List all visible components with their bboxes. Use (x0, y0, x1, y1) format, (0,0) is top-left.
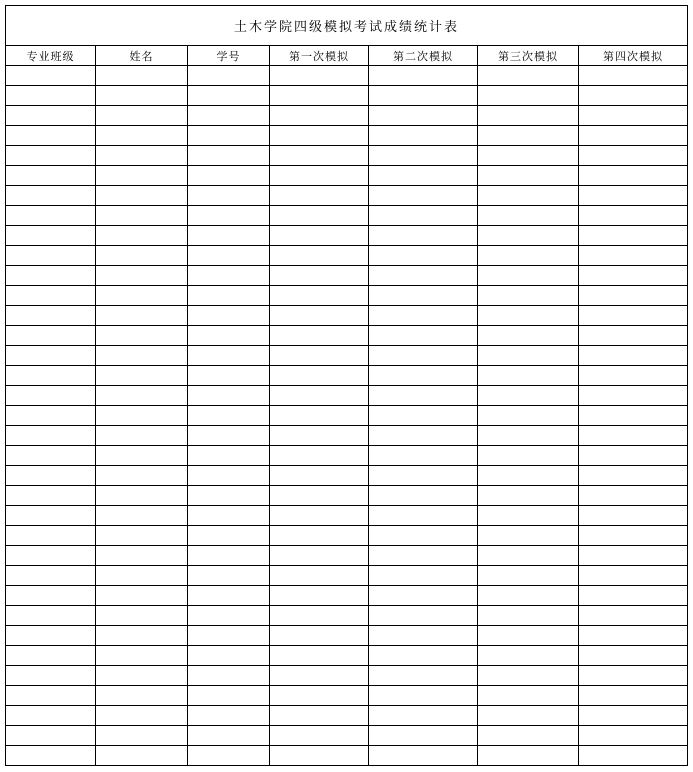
column-header-mock-3: 第三次模拟 (478, 46, 579, 66)
table-cell[interactable] (96, 146, 188, 166)
table-row (6, 346, 688, 366)
table-cell[interactable] (188, 186, 270, 206)
table-cell[interactable] (270, 666, 369, 686)
table-cell[interactable] (188, 246, 270, 266)
table-row (6, 466, 688, 486)
table-cell[interactable] (369, 306, 478, 326)
table-cell[interactable] (188, 406, 270, 426)
table-cell[interactable] (96, 546, 188, 566)
header-row (6, 46, 688, 66)
table-cell[interactable] (478, 626, 579, 646)
table-cell[interactable] (6, 86, 96, 106)
table-cell[interactable] (579, 586, 688, 606)
table-cell[interactable] (579, 506, 688, 526)
table-cell[interactable] (478, 726, 579, 746)
table-cell[interactable] (96, 466, 188, 486)
table-cell[interactable] (369, 586, 478, 606)
table-cell[interactable] (478, 486, 579, 506)
table-cell[interactable] (478, 366, 579, 386)
table-cell[interactable] (369, 546, 478, 566)
table-cell[interactable] (96, 626, 188, 646)
table-cell[interactable] (96, 166, 188, 186)
table-title: 土木学院四级模拟考试成绩统计表 (6, 6, 688, 46)
table-row (6, 326, 688, 346)
table-cell[interactable] (6, 426, 96, 446)
table-row (6, 366, 688, 386)
table-cell[interactable] (96, 406, 188, 426)
table-cell[interactable] (579, 186, 688, 206)
table-cell[interactable] (579, 166, 688, 186)
table-row (6, 486, 688, 506)
table-cell[interactable] (96, 386, 188, 406)
table-cell[interactable] (369, 326, 478, 346)
table-cell[interactable] (369, 506, 478, 526)
table-row (6, 126, 688, 146)
table-cell[interactable] (478, 126, 579, 146)
table-cell[interactable] (96, 686, 188, 706)
table-cell[interactable] (6, 606, 96, 626)
table-cell[interactable] (579, 546, 688, 566)
table-cell[interactable] (478, 286, 579, 306)
table-cell[interactable] (270, 266, 369, 286)
table-cell[interactable] (369, 726, 478, 746)
table-cell[interactable] (579, 626, 688, 646)
table-cell[interactable] (579, 686, 688, 706)
table-cell[interactable] (6, 506, 96, 526)
table-cell[interactable] (579, 726, 688, 746)
table-cell[interactable] (6, 666, 96, 686)
table-cell[interactable] (369, 86, 478, 106)
table-cell[interactable] (579, 86, 688, 106)
table-cell[interactable] (579, 406, 688, 426)
table-cell[interactable] (579, 526, 688, 546)
table-cell[interactable] (270, 566, 369, 586)
table-row (6, 226, 688, 246)
table-cell[interactable] (188, 206, 270, 226)
table-cell[interactable] (270, 126, 369, 146)
table-cell[interactable] (270, 586, 369, 606)
table-cell[interactable] (270, 626, 369, 646)
table-cell[interactable] (6, 706, 96, 726)
table-cell[interactable] (188, 706, 270, 726)
table-cell[interactable] (96, 486, 188, 506)
table-cell[interactable] (579, 246, 688, 266)
table-cell[interactable] (579, 126, 688, 146)
table-cell[interactable] (270, 86, 369, 106)
table-cell[interactable] (369, 166, 478, 186)
table-cell[interactable] (270, 526, 369, 546)
table-cell[interactable] (270, 446, 369, 466)
table-cell[interactable] (478, 146, 579, 166)
table-cell[interactable] (96, 286, 188, 306)
table-cell[interactable] (579, 426, 688, 446)
table-cell[interactable] (188, 306, 270, 326)
table-cell[interactable] (270, 286, 369, 306)
table-cell[interactable] (369, 686, 478, 706)
table-cell[interactable] (6, 226, 96, 246)
table-cell[interactable] (188, 126, 270, 146)
table-cell[interactable] (478, 426, 579, 446)
table-cell[interactable] (579, 746, 688, 766)
table-cell[interactable] (6, 346, 96, 366)
table-cell[interactable] (6, 66, 96, 86)
table-cell[interactable] (6, 106, 96, 126)
table-cell[interactable] (579, 386, 688, 406)
table-cell[interactable] (579, 146, 688, 166)
table-row (6, 726, 688, 746)
table-cell[interactable] (188, 86, 270, 106)
table-cell[interactable] (270, 246, 369, 266)
table-row (6, 86, 688, 106)
table-cell[interactable] (270, 646, 369, 666)
table-cell[interactable] (478, 646, 579, 666)
table-cell[interactable] (478, 346, 579, 366)
table-cell[interactable] (6, 366, 96, 386)
table-cell[interactable] (478, 406, 579, 426)
table-cell[interactable] (188, 686, 270, 706)
table-cell[interactable] (270, 186, 369, 206)
table-cell[interactable] (369, 186, 478, 206)
table-cell[interactable] (188, 486, 270, 506)
table-cell[interactable] (478, 166, 579, 186)
table-row (6, 626, 688, 646)
table-cell[interactable] (188, 746, 270, 766)
table-cell[interactable] (478, 246, 579, 266)
table-cell[interactable] (96, 566, 188, 586)
table-cell[interactable] (188, 606, 270, 626)
table-cell[interactable] (270, 386, 369, 406)
table-cell[interactable] (478, 746, 579, 766)
table-row (6, 186, 688, 206)
table-cell[interactable] (188, 526, 270, 546)
table-cell[interactable] (579, 226, 688, 246)
table-cell[interactable] (188, 286, 270, 306)
table-cell[interactable] (270, 686, 369, 706)
table-cell[interactable] (6, 266, 96, 286)
table-cell[interactable] (188, 726, 270, 746)
table-cell[interactable] (478, 466, 579, 486)
table-cell[interactable] (579, 566, 688, 586)
table-cell[interactable] (96, 326, 188, 346)
table-cell[interactable] (579, 706, 688, 726)
table-cell[interactable] (96, 446, 188, 466)
score-sheet (5, 5, 687, 766)
table-row (6, 386, 688, 406)
table-cell[interactable] (96, 66, 188, 86)
table-row (6, 426, 688, 446)
table-cell[interactable] (369, 646, 478, 666)
table-cell[interactable] (478, 326, 579, 346)
table-cell[interactable] (6, 406, 96, 426)
table-cell[interactable] (270, 486, 369, 506)
table-cell[interactable] (188, 346, 270, 366)
table-cell[interactable] (96, 646, 188, 666)
table-cell[interactable] (579, 666, 688, 686)
table-row (6, 566, 688, 586)
column-header-name: 姓名 (96, 46, 188, 66)
table-cell[interactable] (96, 346, 188, 366)
table-cell[interactable] (96, 506, 188, 526)
table-cell[interactable] (188, 106, 270, 126)
table-cell[interactable] (270, 706, 369, 726)
table-cell[interactable] (369, 526, 478, 546)
table-cell[interactable] (478, 506, 579, 526)
table-cell[interactable] (188, 426, 270, 446)
table-cell[interactable] (270, 66, 369, 86)
table-cell[interactable] (369, 346, 478, 366)
table-cell[interactable] (96, 586, 188, 606)
table-row (6, 586, 688, 606)
table-cell[interactable] (478, 586, 579, 606)
column-header-mock-4: 第四次模拟 (579, 46, 688, 66)
table-cell[interactable] (478, 386, 579, 406)
table-cell[interactable] (96, 526, 188, 546)
table-cell[interactable] (188, 266, 270, 286)
table-cell[interactable] (478, 66, 579, 86)
table-cell[interactable] (96, 106, 188, 126)
table-cell[interactable] (369, 126, 478, 146)
table-cell[interactable] (96, 666, 188, 686)
table-cell[interactable] (478, 666, 579, 686)
column-header-class: 专业班级 (6, 46, 96, 66)
table-cell[interactable] (478, 266, 579, 286)
table-cell[interactable] (579, 306, 688, 326)
table-row (6, 526, 688, 546)
table-cell[interactable] (188, 66, 270, 86)
table-row (6, 706, 688, 726)
table-cell[interactable] (188, 586, 270, 606)
table-cell[interactable] (188, 506, 270, 526)
table-cell[interactable] (270, 106, 369, 126)
table-row (6, 306, 688, 326)
table-cell[interactable] (270, 226, 369, 246)
table-row (6, 66, 688, 86)
column-header-mock-2: 第二次模拟 (369, 46, 478, 66)
table-cell[interactable] (96, 606, 188, 626)
table-cell[interactable] (369, 246, 478, 266)
table-cell[interactable] (579, 446, 688, 466)
table-cell[interactable] (369, 226, 478, 246)
table-cell[interactable] (579, 266, 688, 286)
table-cell[interactable] (579, 486, 688, 506)
table-cell[interactable] (478, 106, 579, 126)
table-cell[interactable] (6, 546, 96, 566)
column-header-student-id: 学号 (188, 46, 270, 66)
table-row (6, 606, 688, 626)
table-row (6, 106, 688, 126)
table-cell[interactable] (96, 86, 188, 106)
table-row (6, 686, 688, 706)
table-cell[interactable] (579, 326, 688, 346)
table-cell[interactable] (369, 566, 478, 586)
table-cell[interactable] (6, 206, 96, 226)
table-cell[interactable] (478, 566, 579, 586)
table-row (6, 246, 688, 266)
table-row (6, 166, 688, 186)
table-cell[interactable] (270, 606, 369, 626)
table-cell[interactable] (6, 626, 96, 646)
table-cell[interactable] (369, 106, 478, 126)
table-cell[interactable] (188, 226, 270, 246)
table-cell[interactable] (579, 206, 688, 226)
table-cell[interactable] (96, 206, 188, 226)
table-cell[interactable] (369, 626, 478, 646)
table-row (6, 206, 688, 226)
table-row (6, 646, 688, 666)
table-cell[interactable] (369, 606, 478, 626)
table-cell[interactable] (188, 446, 270, 466)
table-cell[interactable] (6, 446, 96, 466)
table-cell[interactable] (96, 746, 188, 766)
table-cell[interactable] (369, 266, 478, 286)
table-cell[interactable] (478, 186, 579, 206)
table-cell[interactable] (6, 566, 96, 586)
table-cell[interactable] (96, 366, 188, 386)
table-cell[interactable] (96, 726, 188, 746)
table-cell[interactable] (478, 706, 579, 726)
table-cell[interactable] (6, 326, 96, 346)
table-cell[interactable] (270, 406, 369, 426)
table-cell[interactable] (6, 586, 96, 606)
table-cell[interactable] (6, 486, 96, 506)
table-cell[interactable] (369, 486, 478, 506)
table-cell[interactable] (478, 86, 579, 106)
table-cell[interactable] (96, 306, 188, 326)
table-row (6, 746, 688, 766)
table-cell[interactable] (478, 606, 579, 626)
table-row (6, 146, 688, 166)
table-cell[interactable] (188, 666, 270, 686)
table-cell[interactable] (478, 686, 579, 706)
table-cell[interactable] (369, 666, 478, 686)
table-cell[interactable] (579, 466, 688, 486)
table-row (6, 446, 688, 466)
table-cell[interactable] (96, 246, 188, 266)
table-cell[interactable] (188, 546, 270, 566)
table-cell[interactable] (270, 366, 369, 386)
table-cell[interactable] (579, 606, 688, 626)
table-cell[interactable] (6, 466, 96, 486)
table-cell[interactable] (188, 466, 270, 486)
table-cell[interactable] (188, 166, 270, 186)
table-row (6, 406, 688, 426)
table-cell[interactable] (188, 626, 270, 646)
table-cell[interactable] (188, 146, 270, 166)
table-cell[interactable] (270, 546, 369, 566)
table-row (6, 666, 688, 686)
table-cell[interactable] (6, 186, 96, 206)
table-cell[interactable] (6, 126, 96, 146)
table-cell[interactable] (270, 426, 369, 446)
table-cell[interactable] (270, 746, 369, 766)
table-cell[interactable] (6, 746, 96, 766)
table-cell[interactable] (188, 326, 270, 346)
table-cell[interactable] (270, 306, 369, 326)
table-cell[interactable] (6, 646, 96, 666)
table-cell[interactable] (270, 506, 369, 526)
table-cell[interactable] (6, 686, 96, 706)
table-cell[interactable] (270, 166, 369, 186)
table-cell[interactable] (478, 306, 579, 326)
table-cell[interactable] (369, 206, 478, 226)
score-table (5, 5, 688, 766)
table-cell[interactable] (188, 646, 270, 666)
table-cell[interactable] (270, 326, 369, 346)
table-row (6, 266, 688, 286)
table-cell[interactable] (188, 386, 270, 406)
table-cell[interactable] (579, 346, 688, 366)
table-row (6, 286, 688, 306)
table-cell[interactable] (188, 366, 270, 386)
table-row (6, 546, 688, 566)
table-cell[interactable] (270, 726, 369, 746)
table-cell[interactable] (369, 446, 478, 466)
table-cell[interactable] (6, 386, 96, 406)
table-cell[interactable] (6, 146, 96, 166)
table-cell[interactable] (579, 286, 688, 306)
table-cell[interactable] (579, 106, 688, 126)
table-cell[interactable] (270, 206, 369, 226)
table-cell[interactable] (478, 526, 579, 546)
table-cell[interactable] (96, 426, 188, 446)
table-cell[interactable] (369, 366, 478, 386)
table-cell[interactable] (369, 706, 478, 726)
table-cell[interactable] (369, 746, 478, 766)
table-cell[interactable] (6, 166, 96, 186)
table-cell[interactable] (478, 546, 579, 566)
table-cell[interactable] (579, 366, 688, 386)
table-cell[interactable] (96, 126, 188, 146)
table-cell[interactable] (96, 186, 188, 206)
table-cell[interactable] (369, 146, 478, 166)
table-cell[interactable] (369, 426, 478, 446)
table-row (6, 506, 688, 526)
table-cell[interactable] (270, 346, 369, 366)
table-cell[interactable] (96, 226, 188, 246)
table-cell[interactable] (369, 286, 478, 306)
table-cell[interactable] (96, 266, 188, 286)
table-cell[interactable] (369, 406, 478, 426)
column-header-mock-1: 第一次模拟 (270, 46, 369, 66)
table-cell[interactable] (6, 246, 96, 266)
table-cell[interactable] (6, 286, 96, 306)
table-cell[interactable] (6, 726, 96, 746)
table-cell[interactable] (6, 526, 96, 546)
table-cell[interactable] (369, 466, 478, 486)
table-cell[interactable] (579, 66, 688, 86)
table-cell[interactable] (478, 446, 579, 466)
table-cell[interactable] (579, 646, 688, 666)
table-cell[interactable] (369, 386, 478, 406)
table-cell[interactable] (96, 706, 188, 726)
table-cell[interactable] (369, 66, 478, 86)
table-cell[interactable] (270, 146, 369, 166)
table-cell[interactable] (478, 206, 579, 226)
table-cell[interactable] (478, 226, 579, 246)
table-cell[interactable] (188, 566, 270, 586)
table-cell[interactable] (270, 466, 369, 486)
table-cell[interactable] (6, 306, 96, 326)
